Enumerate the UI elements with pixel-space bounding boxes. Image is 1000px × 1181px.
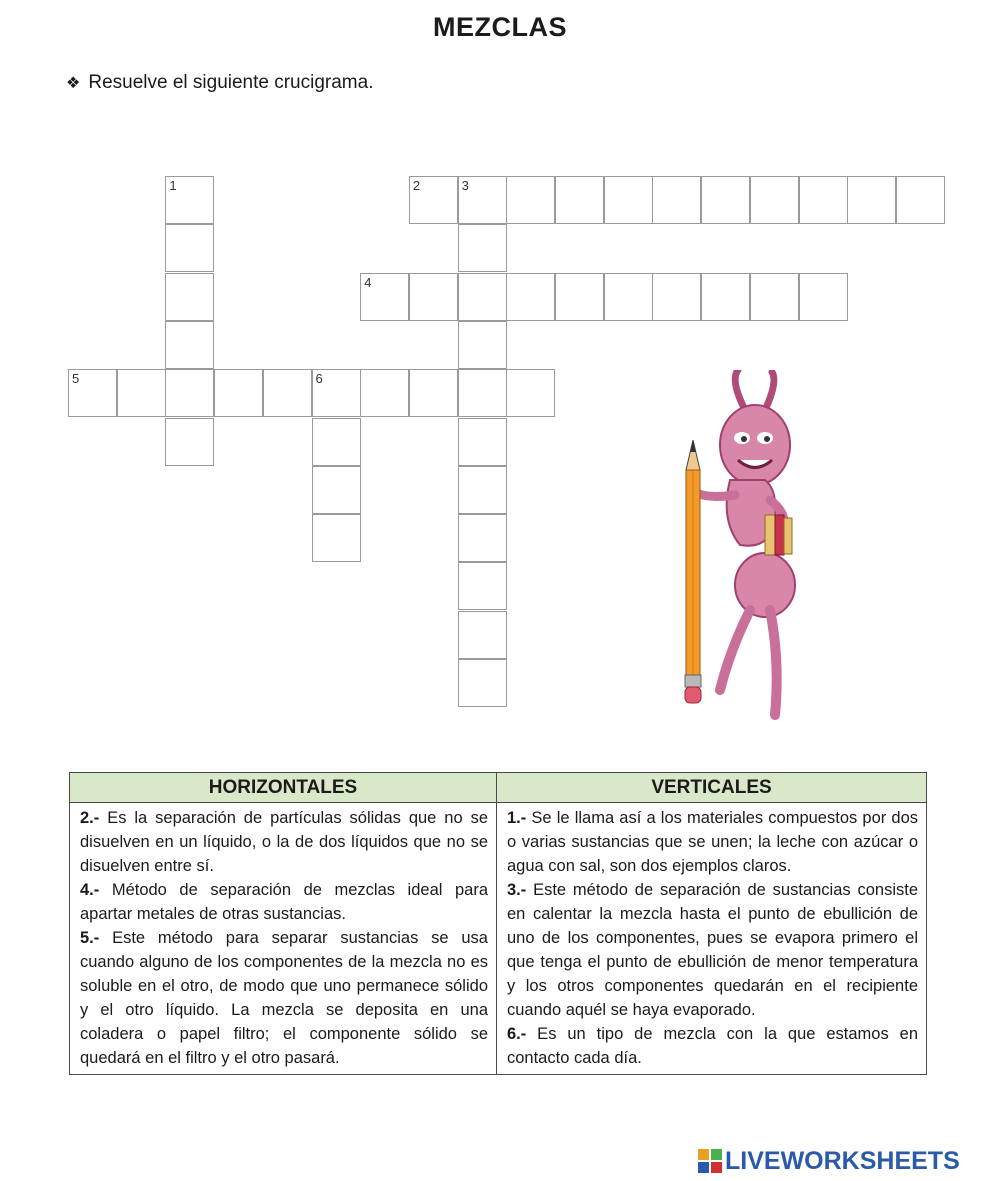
- crossword-cell[interactable]: [701, 176, 750, 224]
- crossword-cell[interactable]: [458, 611, 507, 659]
- crossword-letter-input[interactable]: [653, 274, 700, 320]
- crossword-letter-input[interactable]: [459, 370, 506, 416]
- crossword-letter-input[interactable]: [459, 660, 506, 706]
- cell-clue-number: 1: [169, 178, 177, 193]
- clue-h5: [80, 926, 488, 1070]
- clue-v3: [507, 878, 918, 1022]
- clue-text: Este método de separación de sustancias consiste en calentar la mezcla hasta el punto de ebullición de uno de los componentes, pues se evapora primero el que tenga el punto de ebullición de menor temperatura y los otros componentes quedarán en el recipiente cuando aquél se haya evaporado.: [507, 881, 918, 1019]
- crossword-letter-input[interactable]: [653, 177, 700, 223]
- crossword-cell[interactable]: [360, 273, 409, 321]
- crossword-letter-input[interactable]: [410, 274, 457, 320]
- crossword-cell[interactable]: [409, 369, 458, 417]
- brand-footer: [698, 1146, 960, 1176]
- clue-number: 3.-: [507, 881, 527, 899]
- crossword-cell[interactable]: [312, 418, 361, 466]
- crossword-letter-input[interactable]: [166, 370, 213, 416]
- cell-clue-number: 6: [315, 371, 323, 387]
- crossword-cell[interactable]: [458, 224, 507, 272]
- crossword-cell[interactable]: [165, 418, 214, 466]
- crossword-letter-input[interactable]: [69, 370, 116, 416]
- crossword-cell[interactable]: [750, 176, 799, 224]
- crossword-letter-input[interactable]: [166, 225, 213, 271]
- crossword-letter-input[interactable]: [751, 177, 798, 223]
- crossword-letter-input[interactable]: [751, 274, 798, 320]
- clues-table: [69, 772, 927, 1075]
- crossword-cell[interactable]: [165, 176, 214, 224]
- cell-clue-number: 4: [364, 274, 372, 290]
- crossword-letter-input[interactable]: [264, 370, 311, 416]
- crossword-letter-input[interactable]: [800, 177, 847, 223]
- crossword-cell[interactable]: [458, 369, 507, 417]
- crossword-cell[interactable]: [506, 369, 555, 417]
- crossword-letter-input[interactable]: [313, 467, 360, 513]
- crossword-letter-input[interactable]: [459, 612, 506, 658]
- crossword-cell[interactable]: [458, 659, 507, 707]
- crossword-cell[interactable]: [458, 466, 507, 514]
- crossword-cell[interactable]: [652, 273, 701, 321]
- clue-text: Es un tipo de mezcla con la que estamos en contacto cada día.: [507, 1025, 918, 1067]
- crossword-cell[interactable]: [214, 369, 263, 417]
- crossword-letter-input[interactable]: [507, 177, 554, 223]
- crossword-cell[interactable]: [652, 176, 701, 224]
- crossword-letter-input[interactable]: [897, 177, 944, 223]
- instruction-text: Resuelve el siguiente crucigrama.: [88, 72, 374, 93]
- crossword-letter-input[interactable]: [166, 274, 213, 320]
- ant-with-pencil-illustration: [660, 370, 820, 730]
- brand-name: LIVEWORKSHEETS: [725, 1146, 960, 1175]
- crossword-cell[interactable]: [458, 562, 507, 610]
- crossword-letter-input[interactable]: [605, 177, 652, 223]
- cell-clue-number: 2: [412, 178, 421, 193]
- crossword-letter-input[interactable]: [410, 177, 457, 223]
- crossword-letter-input[interactable]: [459, 419, 506, 465]
- page-title: MEZCLAS: [433, 12, 567, 42]
- crossword-letter-input[interactable]: [556, 274, 603, 320]
- crossword-letter-input[interactable]: [459, 467, 506, 513]
- crossword-cell[interactable]: [312, 369, 361, 417]
- clue-h2: [80, 806, 488, 878]
- crossword-letter-input[interactable]: [166, 322, 213, 368]
- clue-text: Es la separación de partículas sólidas que no se disuelven en un líquido, o la de dos líquidos que no se disuelven entre sí.: [80, 809, 488, 875]
- crossword-cell[interactable]: [312, 514, 361, 562]
- clue-text: Método de separación de mezclas ideal para apartar metales de otras sustancias.: [80, 881, 488, 923]
- crossword-cell[interactable]: [701, 273, 750, 321]
- crossword-cell[interactable]: [506, 176, 555, 224]
- crossword-letter-input[interactable]: [215, 370, 262, 416]
- crossword-cell[interactable]: [458, 418, 507, 466]
- cell-clue-number: 5: [72, 371, 80, 387]
- clue-number: 1.-: [507, 809, 527, 827]
- crossword-letter-input[interactable]: [166, 419, 213, 465]
- crossword-cell[interactable]: [409, 273, 458, 321]
- crossword-cell[interactable]: [604, 273, 653, 321]
- crossword-cell[interactable]: [68, 369, 117, 417]
- liveworksheets-logo-icon: [698, 1149, 722, 1173]
- crossword-letter-input[interactable]: [410, 370, 457, 416]
- crossword-cell[interactable]: [506, 273, 555, 321]
- crossword-letter-input[interactable]: [459, 225, 506, 271]
- clue-text: Este método para separar sustancias se usa cuando alguno de los componentes de la mezcla no es soluble en el otro, de modo que uno permanece sólido y el otro líquido. La mezcla se deposita en una coladera o papel filtro; el componente sólido se quedará en el filtro y el otro pasará.: [80, 929, 488, 1067]
- crossword-cell[interactable]: [458, 273, 507, 321]
- clue-v1: [507, 806, 918, 878]
- crossword-letter-input[interactable]: [848, 177, 895, 223]
- clue-text: Se le llama así a los materiales compuestos por dos o varias sustancias que se unen; la leche con azúcar o agua con sal, son dos ejemplos claros.: [507, 809, 918, 875]
- crossword-letter-input[interactable]: [459, 274, 506, 320]
- crossword-letter-input[interactable]: [361, 274, 408, 320]
- bullet-icon: ❖: [66, 75, 81, 92]
- crossword-cell[interactable]: [847, 176, 896, 224]
- crossword-letter-input[interactable]: [118, 370, 165, 416]
- crossword-letter-input[interactable]: [556, 177, 603, 223]
- crossword-letter-input[interactable]: [313, 515, 360, 561]
- crossword-letter-input[interactable]: [507, 370, 554, 416]
- crossword-letter-input[interactable]: [361, 370, 408, 416]
- crossword-cell[interactable]: [165, 321, 214, 369]
- crossword-letter-input[interactable]: [313, 419, 360, 465]
- crossword-letter-input[interactable]: [800, 274, 847, 320]
- crossword-letter-input[interactable]: [459, 322, 506, 368]
- crossword-cell[interactable]: [165, 224, 214, 272]
- crossword-cell[interactable]: [555, 176, 604, 224]
- crossword-cell[interactable]: [604, 176, 653, 224]
- horizontal-header: HORIZONTALES: [70, 773, 497, 803]
- clue-number: 2.-: [80, 809, 100, 827]
- crossword-letter-input[interactable]: [507, 274, 554, 320]
- crossword-cell[interactable]: [458, 176, 507, 224]
- vertical-header: VERTICALES: [497, 773, 927, 803]
- clue-h4: [80, 878, 488, 926]
- crossword-cell[interactable]: [555, 273, 604, 321]
- vertical-clues: [497, 803, 927, 1075]
- crossword-letter-input[interactable]: [313, 370, 360, 416]
- crossword-letter-input[interactable]: [702, 177, 749, 223]
- crossword-cell[interactable]: [799, 176, 848, 224]
- crossword-letter-input[interactable]: [702, 274, 749, 320]
- crossword-cell[interactable]: [263, 369, 312, 417]
- crossword-cell[interactable]: [458, 514, 507, 562]
- crossword-cell[interactable]: [409, 176, 458, 224]
- crossword-cell[interactable]: [360, 369, 409, 417]
- crossword-cell[interactable]: [750, 273, 799, 321]
- crossword-cell[interactable]: [458, 321, 507, 369]
- crossword-cell[interactable]: [896, 176, 945, 224]
- crossword-cell[interactable]: [799, 273, 848, 321]
- crossword-letter-input[interactable]: [459, 515, 506, 561]
- cell-clue-number: 3: [461, 178, 469, 193]
- crossword-letter-input[interactable]: [605, 274, 652, 320]
- crossword-letter-input[interactable]: [459, 563, 506, 609]
- crossword-cell[interactable]: [117, 369, 166, 417]
- crossword-letter-input[interactable]: [459, 177, 506, 223]
- crossword-cell[interactable]: [165, 369, 214, 417]
- clue-number: 5.-: [80, 929, 100, 947]
- horizontal-clues: [70, 803, 497, 1075]
- crossword-letter-input[interactable]: [166, 177, 213, 223]
- clue-v6: [507, 1022, 918, 1070]
- crossword-cell[interactable]: [165, 273, 214, 321]
- crossword-cell[interactable]: [312, 466, 361, 514]
- clue-number: 4.-: [80, 881, 100, 899]
- clue-number: 6.-: [507, 1025, 527, 1043]
